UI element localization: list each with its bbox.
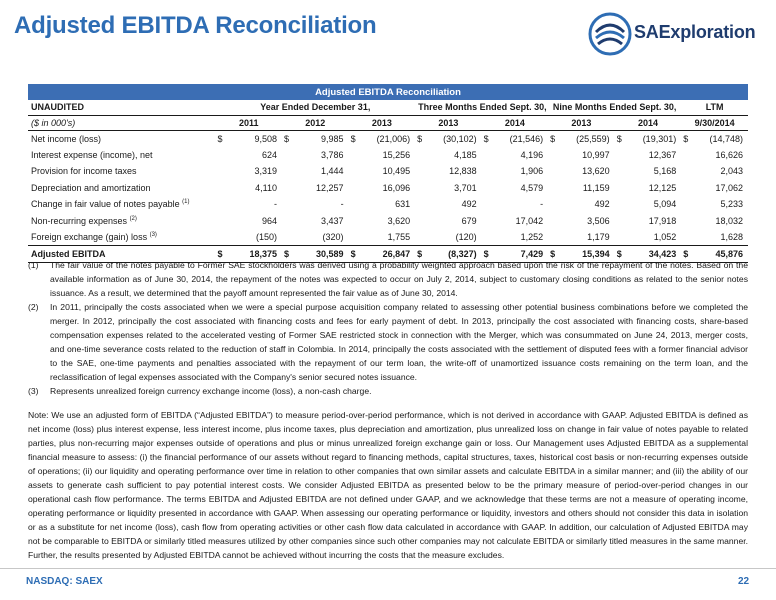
table-cell: 16,626: [715, 149, 743, 160]
dollar-sign: $: [349, 246, 363, 263]
table-cell: 9,985: [321, 133, 344, 144]
row-label: [28, 213, 216, 230]
table-cell: 15,394: [562, 246, 614, 263]
table-cell: 18,375: [230, 246, 282, 263]
table-cell: 12,367: [648, 149, 677, 160]
row-label-text: Net income (loss): [31, 133, 102, 144]
table-cell: (320): [322, 232, 344, 242]
footnotes-section: [28, 258, 748, 562]
group-header: Nine Months Ended Sept. 30,: [548, 100, 681, 115]
dollar-sign: [349, 147, 363, 164]
table-row: [28, 130, 748, 147]
table-cell: 631: [395, 199, 411, 210]
dollar-sign: $: [217, 133, 223, 144]
dollar-sign: [482, 163, 496, 180]
table-cell: 4,185: [454, 149, 477, 160]
dollar-sign: [415, 180, 429, 197]
dollar-sign: $: [683, 133, 689, 144]
footer-divider: [0, 568, 776, 569]
table-cell: 4,196: [520, 149, 544, 160]
year-header: 2014: [615, 115, 682, 130]
table-cell: 16,096: [382, 182, 411, 193]
table-cell: (14,748): [709, 133, 743, 144]
dollar-sign: [681, 196, 695, 213]
footnote-text: Represents unrealized foreign currency exchange income (loss), a non-cash charge.: [50, 386, 372, 396]
table-cell: 12,257: [316, 182, 344, 193]
footnote-ref: (2): [129, 215, 137, 222]
table-cell: 10,495: [382, 166, 411, 177]
row-label: [28, 163, 216, 180]
dollar-sign: $: [482, 246, 496, 263]
table-cell: (19,301): [642, 133, 677, 144]
dollar-sign: [615, 147, 629, 164]
table-cell: -: [540, 199, 544, 210]
footnote: [28, 258, 748, 300]
row-label: [28, 196, 216, 213]
dollar-sign: $: [284, 133, 290, 144]
dollar-sign: [282, 229, 296, 246]
dollar-sign: [681, 213, 695, 230]
dollar-sign: [216, 196, 230, 213]
footnote-text: In 2011, principally the costs associated when we were a special purpose acquisition company related to assessing other potential business combinations before we completed the merger. In 2012, principally the cost associated with financing costs and fees for early payment of debt. In 2013, principally the cost associated with financing costs, share-based compensation expenses related to the accelerated vesting of Former SAE restricted stock in connection with the Merger, which was consummated on June 24, 2013, merger costs, and one-time severance costs related to the reduction of staff in Colombia. In 2014, principally the costs associated with the settlement of disputed fees with a former financial advisor to the SAE, one-time payments and penalties associated with the repayment of our term loan, the write-off of unamortized issuance costs remaining on the term loan, and the reclassification of legal expenses associated with the Company's senior secured notes issuance.: [50, 302, 748, 382]
table-cell: 492: [461, 199, 477, 210]
table-cell: 12,838: [449, 166, 477, 177]
year-header: 2013: [548, 115, 615, 130]
units-label: ($ in 000's): [28, 115, 216, 130]
year-header: 2014: [482, 115, 549, 130]
table-cell: 1,628: [720, 232, 743, 242]
row-label: [28, 229, 216, 246]
dollar-sign: [681, 180, 695, 197]
table-cell: 5,094: [653, 199, 677, 210]
group-header: LTM: [681, 100, 748, 115]
table-cell: 3,620: [387, 215, 411, 226]
table-row: [28, 163, 748, 180]
dollar-sign: [415, 163, 429, 180]
table-cell: 4,579: [520, 182, 544, 193]
dollar-sign: $: [548, 246, 562, 263]
table-year-header-row: [28, 115, 748, 130]
table-cell: (120): [455, 232, 477, 242]
ebitda-reconciliation-table: [28, 84, 748, 263]
dollar-sign: [349, 196, 363, 213]
footnote-text: The fair value of the notes payable to Former SAE stockholders was derived using a probability weighted approach based upon the risk of the repayment of the notes. Based on the available information as of June 30, 2014, the repayment of the notes was expected to occur on July 2, 2014, subject to customary closing conditions as related to the senior notes issuance. As a result, we determined that the payoff amount represented the fair value as of June 30, 2014.: [50, 260, 748, 298]
table-cell: (21,006): [376, 133, 411, 144]
group-header: Year Ended December 31,: [216, 100, 416, 115]
group-header: Three Months Ended Sept. 30,: [415, 100, 548, 115]
table-cell: 11,159: [582, 182, 610, 193]
dollar-sign: $: [550, 133, 556, 144]
footnote-number: (2): [28, 302, 39, 312]
row-label-text: Depreciation and amortization: [31, 182, 151, 193]
table-cell: 9,508: [254, 133, 278, 144]
footnote-number: (1): [28, 260, 39, 270]
dollar-sign: [482, 147, 496, 164]
table-caption-row: [28, 84, 748, 100]
table-row: [28, 180, 748, 197]
table-cell: 3,506: [587, 215, 610, 226]
table-cell: 1,444: [321, 166, 344, 177]
dollar-sign: $: [350, 133, 356, 144]
dollar-sign: [681, 163, 695, 180]
table-cell: 34,423: [629, 246, 681, 263]
dollar-sign: [216, 163, 230, 180]
table-cell: 4,110: [255, 182, 278, 193]
table-cell: -: [340, 199, 344, 210]
table-cell: 15,256: [382, 149, 411, 160]
table-cell: 679: [461, 215, 477, 226]
dollar-sign: [216, 213, 230, 230]
table-row: [28, 213, 748, 230]
dollar-sign: [615, 163, 629, 180]
dollar-sign: [615, 213, 629, 230]
footnote: [28, 300, 748, 384]
footnote-ref: (3): [149, 232, 157, 238]
dollar-sign: [548, 147, 562, 164]
dollar-sign: [482, 213, 496, 230]
dollar-sign: [615, 229, 629, 246]
footer-ticker: NASDAQ: SAEX: [26, 576, 103, 587]
table-cell: 17,042: [515, 215, 544, 226]
dollar-sign: $: [417, 133, 423, 144]
table-cell: (150): [256, 232, 278, 242]
page-title: Adjusted EBITDA Reconciliation: [14, 12, 377, 39]
table-cell: 3,701: [454, 182, 477, 193]
row-label-text: Foreign exchange (gain) loss: [31, 232, 148, 242]
footnote: [28, 384, 748, 398]
dollar-sign: $: [216, 246, 230, 263]
year-header: 9/30/2014: [681, 115, 748, 130]
table-cell: (30,102): [443, 133, 477, 144]
dollar-sign: [282, 163, 296, 180]
year-header: 2011: [216, 115, 283, 130]
ebitda-table-container: [28, 84, 748, 263]
dollar-sign: [282, 196, 296, 213]
table-cell: 18,032: [715, 215, 743, 226]
table-cell: 964: [262, 215, 278, 226]
dollar-sign: [216, 229, 230, 246]
table-cell: 5,233: [720, 199, 743, 210]
table-cell: (21,546): [509, 133, 544, 144]
dollar-sign: [415, 213, 429, 230]
dollar-sign: $: [615, 246, 629, 263]
table-cell: 3,437: [321, 215, 344, 226]
row-label: [28, 180, 216, 197]
table-cell: 1,906: [520, 166, 544, 177]
dollar-sign: [548, 180, 562, 197]
dollar-sign: [216, 180, 230, 197]
dollar-sign: [548, 213, 562, 230]
gaap-note: Note: We use an adjusted form of EBITDA (“Adjusted EBITDA”) to measure period-over-period performance, which is not derived in accordance with GAAP. Adjusted EBITDA is defined as net income (loss) plus interest expense, less interest income, plus income taxes, plus depreciation and amortization, plus unrealized loss on change in fair value of notes payable to related parties, plus non-recurring major expenses outside of operations and plus or minus unrealized foreign exchange gain or loss. Our Management uses Adjusted EBITDA as a supplemental financial measure to assess: (i) the financial performance of our assets without regard to financing methods, capital structures, taxes, historical cost basis or non-recurring expenses outside of operations; (ii) our liquidity and operating performance over time in relation to other companies that own similar assets and calculate EBITDA in a similar manner; and (iii) the ability of our assets to generate cash sufficient to pay potential interest costs. We consider Adjusted EBITDA as presented below to be the primary measure of period-over-period changes in our operational cash flow performance. The terms EBITDA and Adjusted EBITDA are not defined under GAAP, and we acknowledge that these terms are not a measure of operating income, operating performance or liquidity presented in accordance with GAAP. When assessing our operating performance or liquidity, investors and others should not consider this data in isolation or as a substitute for net income (loss), cash flow from operating activities or other cash flow data calculated in accordance with GAAP. In addition, our calculation of Adjusted EBITDA may not be comparable to EBITDA or similarly titled measures utilized by other companies since such other companies may not calculate EBITDA or similarly titled measures in the same manner. Further, the results presented by Adjusted EBITDA cannot be achieved without incurring the costs that the measure excludes.: [28, 410, 748, 560]
table-cell: 1,755: [387, 232, 411, 242]
footnote-ref: (1): [182, 199, 190, 206]
table-cell: 1,252: [520, 232, 544, 242]
table-cell: (25,559): [576, 133, 610, 144]
table-group-header-row: [28, 100, 748, 115]
dollar-sign: [415, 196, 429, 213]
row-label-text: Non-recurring expenses: [31, 215, 128, 226]
table-cell: 30,589: [296, 246, 348, 263]
dollar-sign: [282, 180, 296, 197]
dollar-sign: $: [483, 133, 489, 144]
dollar-sign: [482, 229, 496, 246]
logo-text: SAExploration: [634, 22, 756, 42]
footnote-number: (3): [28, 386, 39, 396]
dollar-sign: [482, 180, 496, 197]
dollar-sign: $: [616, 133, 622, 144]
dollar-sign: $: [681, 246, 695, 263]
table-cell: -: [274, 199, 278, 210]
table-cell: 17,062: [715, 182, 743, 193]
footnote-list: [28, 258, 748, 398]
dollar-sign: [548, 163, 562, 180]
table-cell: 13,620: [582, 166, 610, 177]
dollar-sign: [415, 229, 429, 246]
table-row: [28, 196, 748, 213]
table-cell: 26,847: [363, 246, 415, 263]
table-cell: 45,876: [695, 246, 748, 263]
dollar-sign: [548, 196, 562, 213]
dollar-sign: [681, 147, 695, 164]
table-cell: 1,052: [653, 232, 677, 242]
year-header: 2013: [415, 115, 482, 130]
table-cell: 7,429: [496, 246, 548, 263]
dollar-sign: [282, 213, 296, 230]
page-number: 22: [738, 576, 750, 587]
row-label-text: Adjusted EBITDA: [31, 249, 106, 259]
table-cell: 3,786: [321, 149, 344, 160]
row-label-text: Provision for income taxes: [31, 166, 137, 177]
dollar-sign: [282, 147, 296, 164]
dollar-sign: [415, 147, 429, 164]
table-cell: 3,319: [254, 166, 278, 177]
row-label: [28, 147, 216, 164]
table-caption: Adjusted EBITDA Reconciliation: [28, 84, 748, 100]
table-cell: 1,179: [587, 232, 610, 242]
dollar-sign: [615, 196, 629, 213]
dollar-sign: [548, 229, 562, 246]
table-cell: 12,125: [648, 182, 677, 193]
table-cell: 5,168: [653, 166, 677, 177]
dollar-sign: [349, 229, 363, 246]
year-header: 2012: [282, 115, 349, 130]
table-row: [28, 229, 748, 246]
row-label-text: Interest expense (income), net: [31, 149, 153, 160]
row-label-text: Change in fair value of notes payable: [31, 199, 180, 210]
table-row: [28, 147, 748, 164]
table-cell: 10,997: [582, 149, 610, 160]
dollar-sign: [349, 163, 363, 180]
dollar-sign: [482, 196, 496, 213]
dollar-sign: [349, 213, 363, 230]
dollar-sign: $: [282, 246, 296, 263]
company-logo: [588, 8, 768, 60]
row-label: [28, 130, 216, 147]
table-cell: 2,043: [720, 166, 743, 177]
table-cell: 17,918: [648, 215, 677, 226]
dollar-sign: [615, 180, 629, 197]
dollar-sign: [349, 180, 363, 197]
saexploration-logo-icon: [588, 12, 632, 56]
dollar-sign: $: [415, 246, 429, 263]
dollar-sign: [216, 147, 230, 164]
dollar-sign: [681, 229, 695, 246]
table-cell: 492: [594, 199, 610, 210]
table-cell: (8,327): [429, 246, 481, 263]
unaudited-label: UNAUDITED: [28, 100, 216, 115]
year-header: 2013: [349, 115, 416, 130]
table-cell: 624: [262, 149, 278, 160]
